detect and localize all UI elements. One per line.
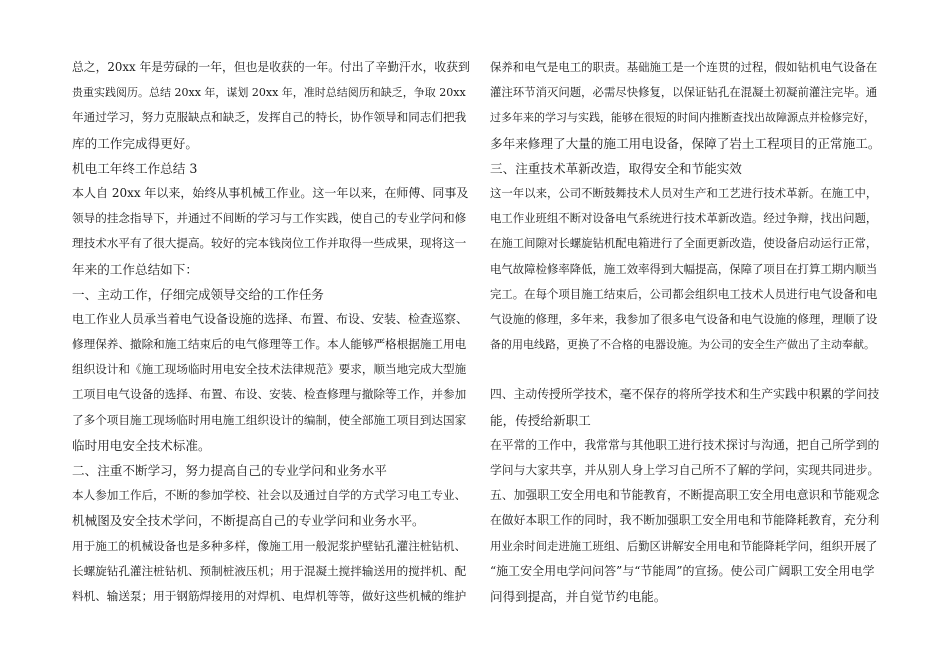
text-line: 了多个项目施工现场临时用电施工组织设计的编制，使全部施工项目到达国家 — [72, 412, 467, 427]
left-column — [72, 55, 470, 609]
text-line: 学问与大家共享，并从别人身上学习自己所不了解的学问，实现共同进步。 — [490, 463, 880, 477]
text-line: 年来的工作总结如下： — [72, 261, 198, 277]
text-line: 领导的挂念指导下，并通过不间断的学习与工作实践，使自己的专业学问和修 — [72, 211, 467, 226]
text-line: 完工。在每个项目施工结束后，公司都会组织电工技术人员进行电气设备和电 — [490, 286, 878, 301]
text-line: 四、主动传授所学技术，毫不保存的将所学技术和生产实践中积累的学问技 — [490, 387, 880, 402]
text-line: 料机、输送泵；用于钢筋焊接用的对焊机、电焊机等等，做好这些机械的维护 — [72, 588, 467, 603]
text-line: 灌注环节消灭问题，必需尽快修复，以保证钻孔在混凝土初凝前灌注完毕。通 — [490, 85, 878, 100]
text-line: 长螺旋钻孔灌注桩钻机、预制桩液压机；用于混凝土搅拌输送用的搅拌机、配 — [72, 563, 467, 578]
text-line: 气设施的修理，多年来，我参加了很多电气设备和电气设施的修理，理顺了设 — [490, 311, 878, 326]
text-line: 二、注重不断学习，努力提高自己的专业学问和业务水平 — [72, 463, 387, 478]
text-line: 在做好本职工作的同时，我不断加强职工安全用电和节能降耗教育，充分利 — [490, 513, 880, 528]
text-line: 组织设计和《施工现场临时用电安全技术法律规范》要求，顺当地完成大型施 — [72, 362, 467, 377]
text-line: 本人参加工作后，不断的参加学校、社会以及通过自学的方式学习电工专业、 — [72, 488, 467, 503]
text-line: 在施工间隙对长螺旋钻机配电箱进行了全面更新改造，使设备启动运行正常， — [490, 236, 878, 251]
text-line: 修理保养、撤除和施工结束后的电气修理等工作。本人能够严格根据施工用电 — [72, 337, 467, 352]
text-line — [490, 357, 880, 382]
text-line: 临时用电安全技术标准。 — [72, 437, 211, 453]
text-line: 五、加强职工安全用电和节能教育，不断提高职工安全用电意识和节能观念 — [490, 488, 880, 503]
text-line: 年通过学习，努力克服缺点和缺乏，发挥自己的特长，协作领导和同志们把我 — [72, 110, 467, 125]
text-line: 多年来修理了大量的施工用电设备，保障了岩土工程项目的正常施工。 — [490, 135, 881, 151]
text-line: 问得到提高，并自觉节约电能。 — [490, 588, 667, 604]
text-line: 三、注重技术革新改造，取得安全和节能实效 — [490, 160, 742, 176]
text-line: 工项目电气设备的选择、布置、布设、安装、检查修理与撤除等工作，并参加 — [72, 387, 467, 402]
text-line: 电气故障检修率降低，施工效率得到大幅提高，保障了项目在打算工期内顺当 — [490, 261, 878, 276]
text-line: 保养和电气是电工的职责。基础施工是一个连贯的过程，假如钻机电气设备在 — [490, 60, 878, 74]
right-column — [490, 55, 880, 609]
text-line: 这一年以来，公司不断鼓舞技术人员对生产和工艺进行技术革新。在施工中， — [490, 185, 878, 200]
text-line: 电工作业班组不断对设备电气系统进行技术革新改造。经过争辩，找出问题， — [490, 211, 878, 226]
text-line: 库的工作完成得更好。 — [72, 135, 198, 151]
text-line: 机电工年终工作总结 3 — [72, 160, 198, 176]
text-line: 在平常的工作中，我常常与其他职工进行技术探讨与沟通，把自己所学到的 — [490, 437, 880, 452]
text-line: 机械图及安全技术学问，不断提高自己的专业学问和业务水平。 — [72, 513, 425, 529]
text-line: “施工安全用电学问问答”与“节能周”的宣扬。使公司广阔职工安全用电学 — [490, 563, 875, 578]
text-line: 用于施工的机械设备也是多种多样，像施工用一般泥浆护壁钻孔灌注桩钻机、 — [72, 538, 467, 553]
text-line: 过多年来的学习与实践，能够在很短的时间内推断查找出故障源点并检修完好， — [490, 111, 875, 125]
text-line: 能，传授给新职工 — [490, 412, 591, 428]
text-line: 电工作业人员承当着电气设备设施的选择、布置、布设、安装、检查巡察、 — [72, 311, 469, 326]
text-line: 总之，20xx 年是劳碌的一年，但也是收获的一年。付出了辛勤汗水，收获到 — [72, 60, 470, 74]
text-line: 用业余时间走进施工班组、后勤区讲解安全用电和节能降耗学问，组织开展了 — [490, 538, 878, 553]
text-line: 贵重实践阅历。总结 20xx 年，谋划 20xx 年，准时总结阅历和缺乏，争取 20xx — [72, 86, 466, 100]
text-line: 理技术水平有了很大提高。较好的完本钱岗位工作并取得一些成果，现将这一 — [72, 236, 467, 251]
text-line: 备的用电线路，更换了不合格的电器设施。为公司的安全生产做出了主动奉献。 — [490, 338, 875, 352]
text-line: 本人自 20xx 年以来，始终从事机械工作业。这一年以来，在师傅、同事及 — [72, 185, 469, 200]
text-line: 一、主动工作，仔细完成领导交给的工作任务 — [72, 286, 324, 302]
